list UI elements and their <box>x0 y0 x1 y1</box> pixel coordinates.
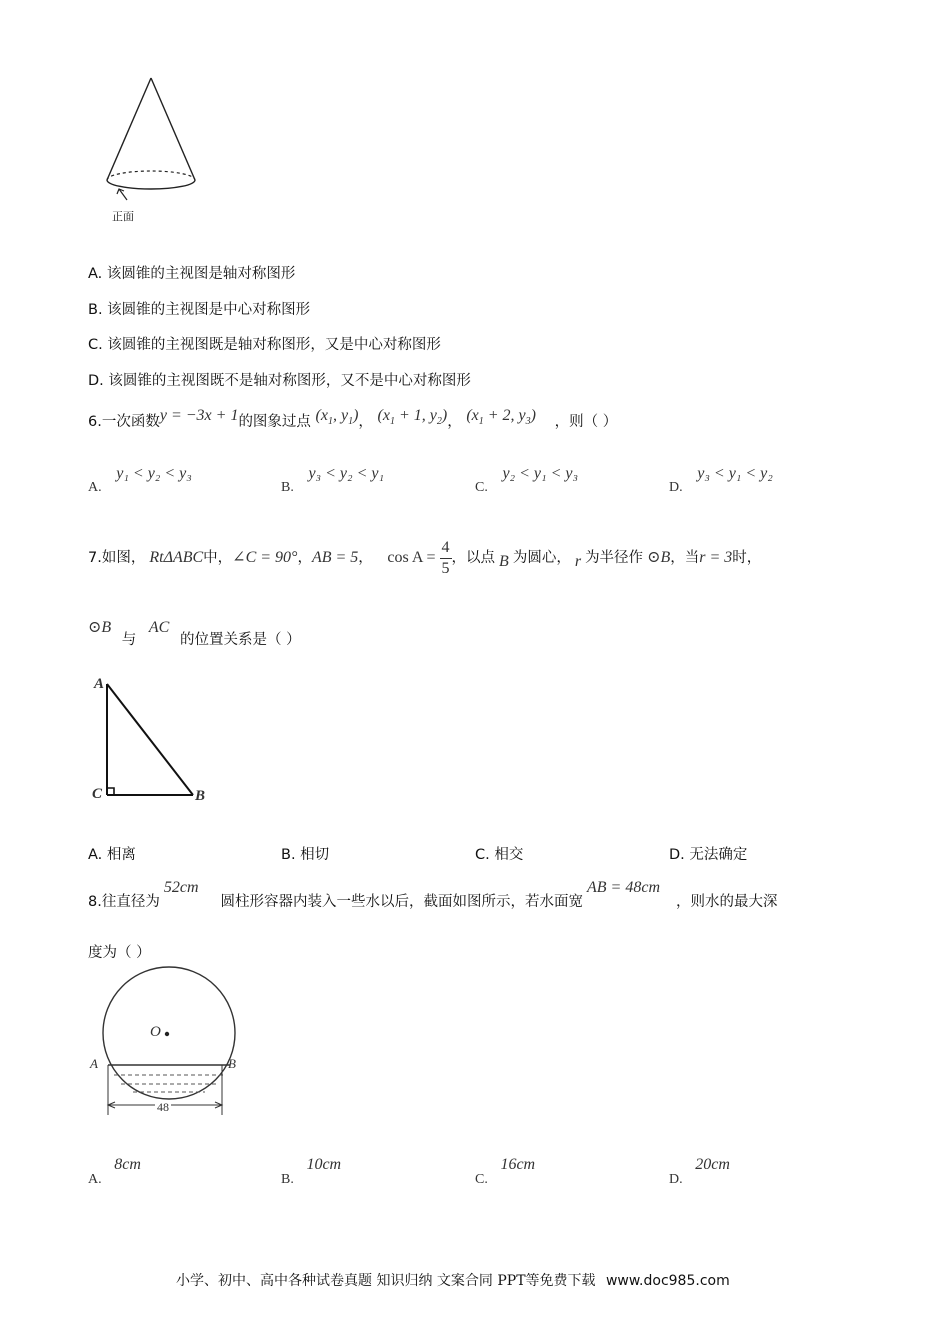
page-footer <box>176 1270 730 1290</box>
cone-front-label: 正面 <box>112 210 134 223</box>
q5-option-d: D. 该圆锥的主视图既不是轴对称图形，又不是中心对称图形 <box>88 373 471 389</box>
q8-stem: 8.往直径为52cm圆柱形容器内装入一些水以后，截面如图所示，若水面宽AB = 48cm，则水的最大深 <box>88 879 778 910</box>
q6-option-d: D. y₃ < y₁ < y₂ <box>669 465 773 495</box>
circle-label-o: O <box>150 1024 161 1040</box>
q7-stem-line2: ⊙B 与 AC 的位置关系是（ ） <box>88 619 301 648</box>
q6-point-2: ($x_1 + 1$, $y_2$) <box>377 407 448 428</box>
q6-function: y = −3x + 1 <box>159 407 239 424</box>
cone-figure <box>95 70 225 230</box>
q6-suffix: ，则（ ） <box>554 414 618 430</box>
circle-water-figure <box>88 965 258 1125</box>
q5-option-a: A. 该圆锥的主视图是轴对称图形 <box>88 266 296 282</box>
footer-text: 小学、初中、高中各种试卷真题 知识归纳 文案合同 PPT等免费下载 <box>176 1273 596 1289</box>
q6-option-b: B. y₃ < y₂ < y₁ <box>281 465 385 495</box>
q8-option-c: C. 16cm <box>475 1156 536 1187</box>
q6-sep-2: ， <box>447 414 462 430</box>
q5-option-c: C. 该圆锥的主视图既是轴对称图形，又是中心对称图形 <box>88 337 441 353</box>
circle-label-a: A <box>90 1056 98 1071</box>
q7-option-b: B. 相切 <box>281 847 330 863</box>
q5-option-b: B. 该圆锥的主视图是中心对称图形 <box>88 302 311 318</box>
q6-point-3: ($x_1 + 2$, $y_3$) <box>466 407 536 428</box>
triangle-label-b: B <box>195 788 206 804</box>
circle-width-label: 48 <box>157 1100 169 1114</box>
q7-cos: cos A = $\frac{4}{5}$ <box>387 538 450 577</box>
triangle-label-c: C <box>92 786 103 802</box>
q7-option-a: A. 相离 <box>88 847 136 863</box>
q6-stem <box>88 407 618 433</box>
q8-option-d: D. 20cm <box>669 1156 730 1187</box>
q6-point-1: ($x_1$, $y_1$) <box>315 407 359 428</box>
q8-option-a: A. 8cm <box>88 1156 141 1187</box>
q7-option-d: D. 无法确定 <box>669 847 748 863</box>
q7-stem: 7.如图， RtΔABC中，∠C = 90°，AB = 5， cos A = $\frac{4}{5}$ ，以点 B 为圆心， r 为半径作 ⊙B，当r = 3时， <box>88 538 762 577</box>
q7-option-c: C. 相交 <box>475 847 524 863</box>
q6-prefix: 6.一次函数 <box>88 414 160 430</box>
q6-option-c: C. y₂ < y₁ < y₃ <box>475 465 579 495</box>
footer-url[interactable]: www.doc985.com <box>605 1273 730 1289</box>
triangle-figure <box>88 676 218 806</box>
q6-option-a: A. y₁ < y₂ < y₃ <box>88 465 192 495</box>
triangle-label-a: A <box>94 676 105 692</box>
q8-stem-line2: 度为（ ） <box>88 945 151 961</box>
q6-sep-1: ， <box>358 414 373 430</box>
circle-label-b: B <box>228 1056 236 1071</box>
q8-option-b: B. 10cm <box>281 1156 342 1187</box>
q6-mid: 的图象过点 <box>238 414 311 430</box>
